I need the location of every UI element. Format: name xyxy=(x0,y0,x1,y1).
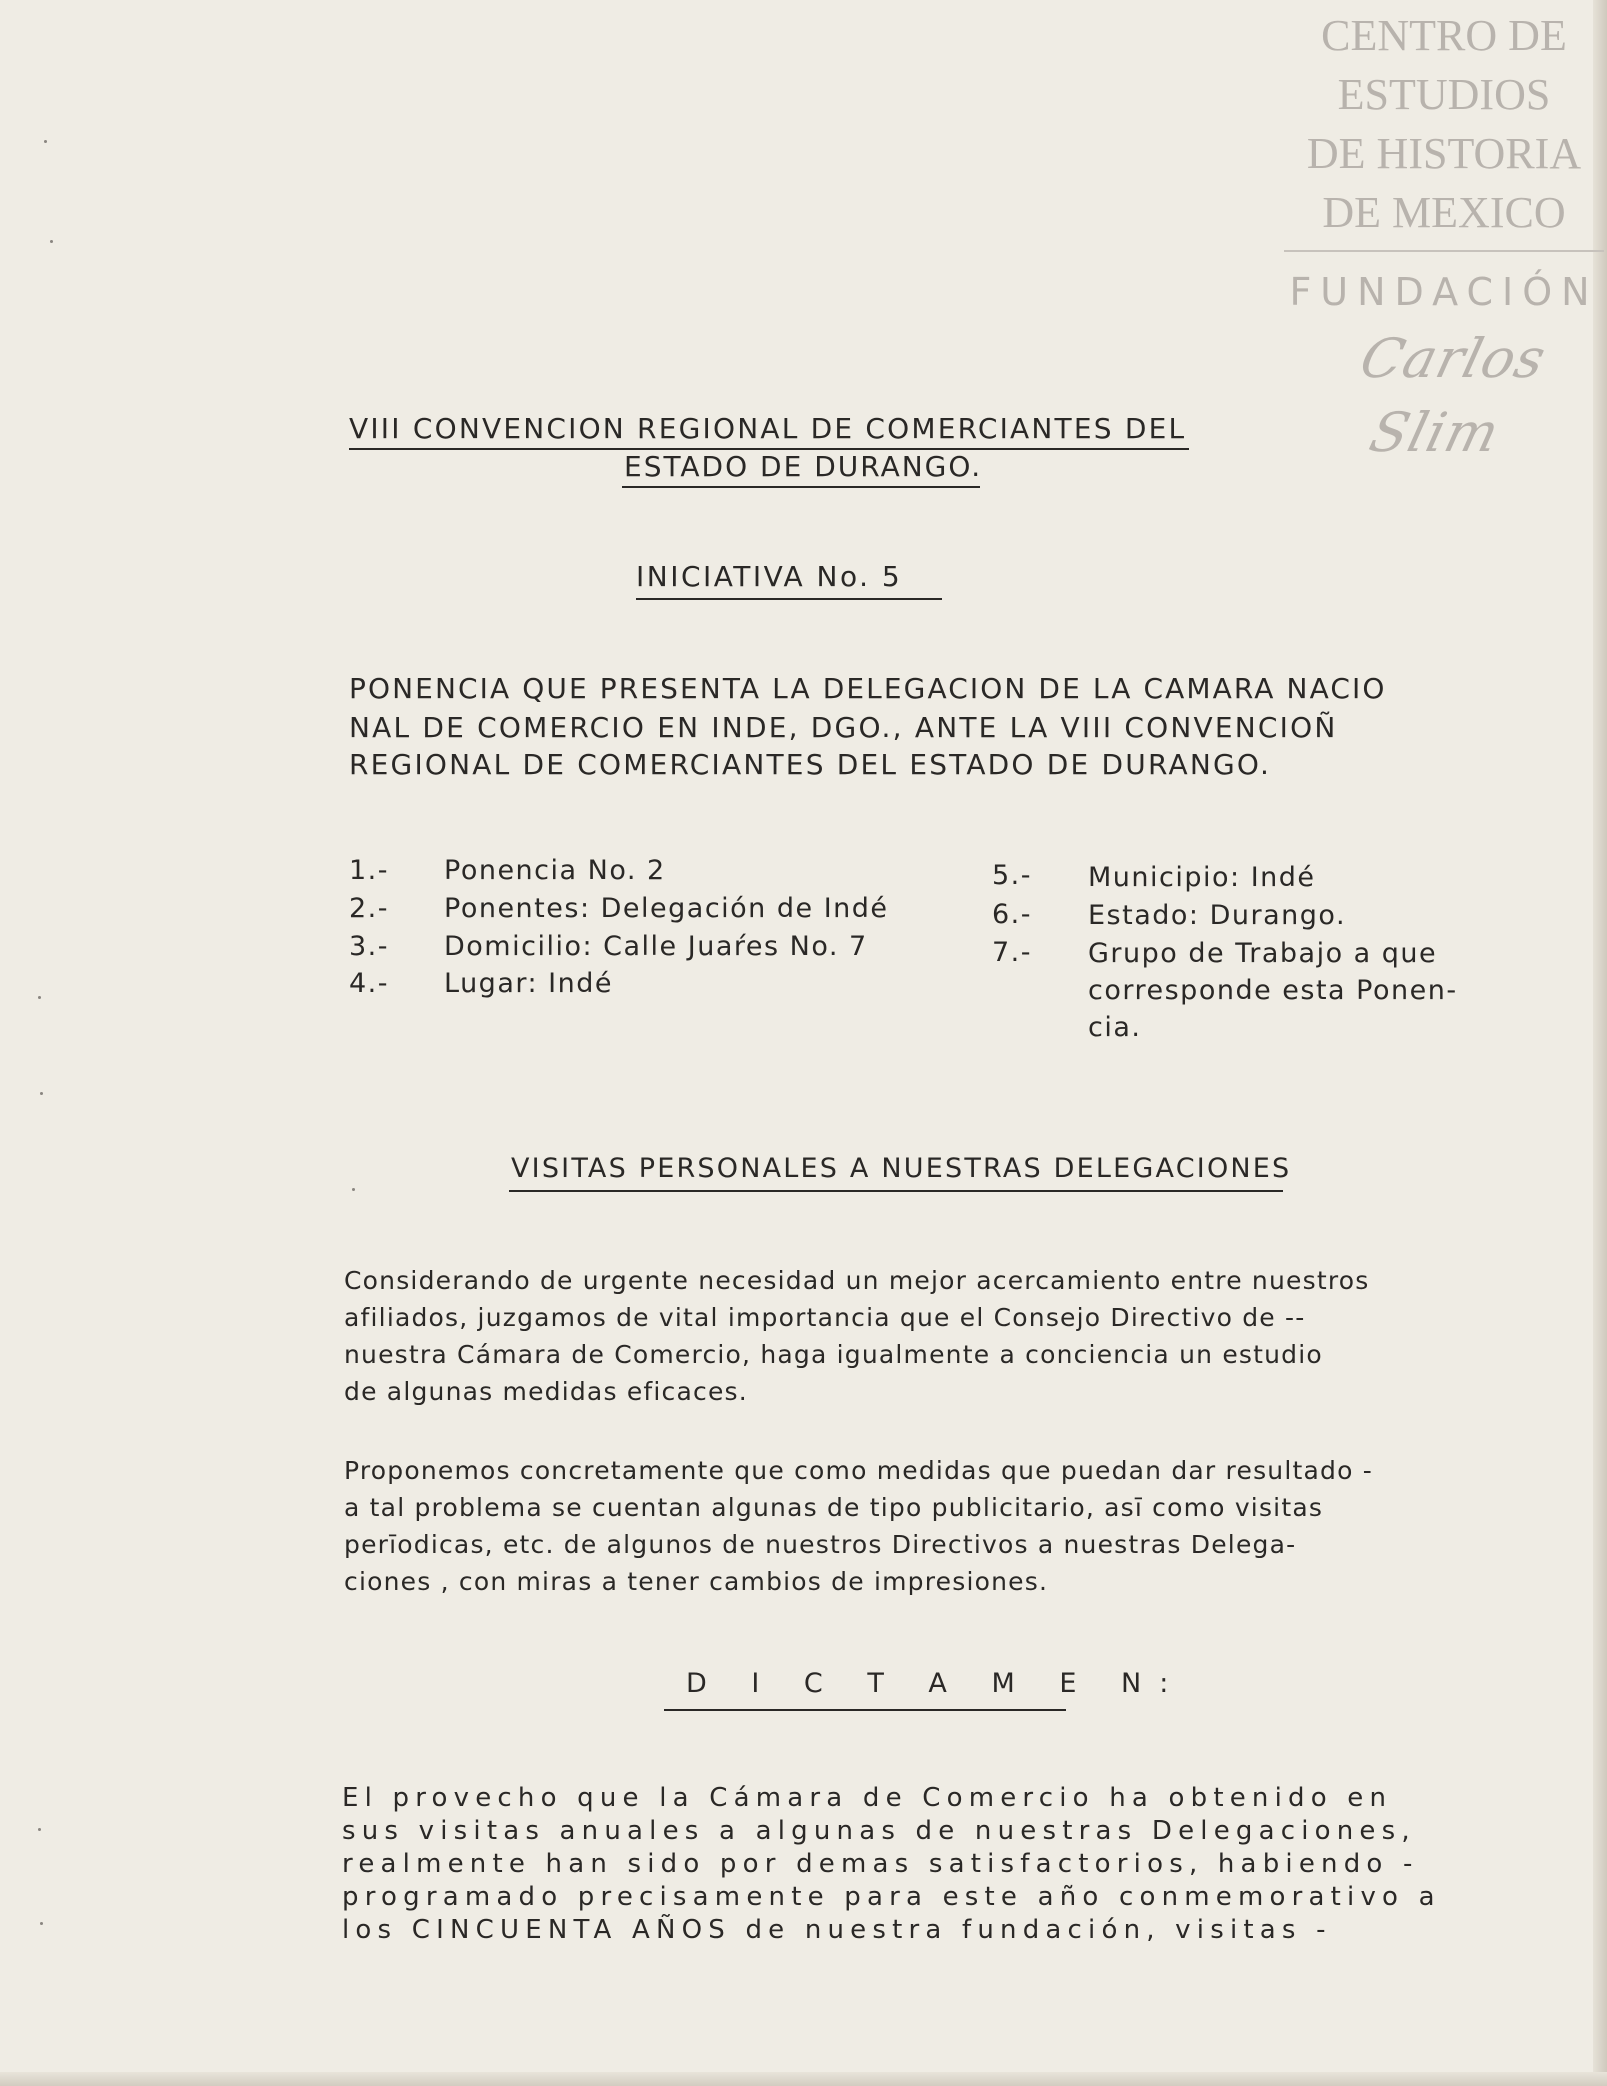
item-text: Estado: Durango. xyxy=(1088,900,1347,931)
intro-line: NAL DE COMERCIO EN INDE, DGO., ANTE LA VIII CONVENCIOÑ xyxy=(349,711,1338,744)
scan-speck xyxy=(38,1828,41,1831)
scan-speck xyxy=(352,1188,355,1191)
paragraph-line: nuestra Cámara de Comercio, haga igualmente a conciencia un estudio xyxy=(344,1340,1323,1369)
scan-speck xyxy=(38,996,41,999)
scan-bottom-shadow xyxy=(0,2072,1607,2086)
paragraph-line: realmente han sido por demas satisfactorios, habiendo - xyxy=(342,1849,1419,1879)
scan-speck xyxy=(44,140,47,143)
paragraph-2 xyxy=(344,1452,1373,1600)
item-number: 3.- xyxy=(349,931,390,962)
paragraph-line: perīodicas, etc. de algunos de nuestros Directivos a nuestras Delega- xyxy=(344,1530,1297,1559)
item-number: 5.- xyxy=(992,860,1033,891)
watermark-signature: Carlos Slim xyxy=(1354,327,1553,464)
item-text: corresponde esta Ponen- xyxy=(1088,975,1458,1006)
item-number: 7.- xyxy=(992,937,1033,968)
item-text: cia. xyxy=(1088,1012,1142,1043)
scan-speck xyxy=(40,1922,43,1925)
watermark-line: CENTRO DE xyxy=(1321,11,1567,60)
watermark-line: DE MEXICO xyxy=(1322,188,1566,237)
item-text: Domicilio: Calle Juaŕes No. 7 xyxy=(444,931,868,962)
watermark-divider xyxy=(1284,250,1604,252)
watermark-line: ESTUDIOS xyxy=(1337,70,1551,119)
paragraph-line: a tal problema se cuentan algunas de tipo publicitario, asī como visitas xyxy=(344,1493,1324,1522)
dictamen-paragraph xyxy=(342,1782,1441,1947)
dictamen-heading: D I C T A M E N: xyxy=(686,1668,1187,1699)
scan-speck xyxy=(50,240,53,243)
item-number: 2.- xyxy=(349,893,390,924)
item-number: 4.- xyxy=(349,968,390,999)
archive-watermark xyxy=(1284,6,1604,470)
paragraph-line: de algunas medidas eficaces. xyxy=(344,1377,748,1406)
item-number: 6.- xyxy=(992,899,1033,930)
paragraph-line: los CINCUENTA AÑOS de nuestra fundación, visitas - xyxy=(342,1915,1332,1945)
section-heading-underline xyxy=(509,1190,1283,1192)
paragraph-line: ciones , con miras a tener cambios de impresiones. xyxy=(344,1567,1049,1596)
initiative-underline xyxy=(636,598,942,600)
intro-line: REGIONAL DE COMERCIANTES DEL ESTADO DE DURANGO. xyxy=(349,748,1272,781)
initiative-number: INICIATIVA No. 5 xyxy=(636,560,903,593)
paragraph-1 xyxy=(344,1262,1369,1410)
item-text: Ponencia No. 2 xyxy=(444,855,666,886)
paragraph-line: sus visitas anuales a algunas de nuestras Delegaciones, xyxy=(342,1816,1416,1846)
title-underline-2 xyxy=(622,486,980,488)
paragraph-line: programado precisamente para este año conmemorativo a xyxy=(342,1882,1441,1912)
paragraph-line: Considerando de urgente necesidad un mejor acercamiento entre nuestros xyxy=(344,1266,1370,1295)
intro-line: PONENCIA QUE PRESENTA LA DELEGACION DE LA CAMARA NACIO xyxy=(349,672,1387,705)
watermark-foundation: FUNDACIÓN xyxy=(1289,270,1599,314)
document-title-line2: ESTADO DE DURANGO. xyxy=(624,450,983,483)
item-text: Lugar: Indé xyxy=(444,968,613,999)
scan-speck xyxy=(40,1092,43,1095)
item-number: 1.- xyxy=(349,855,390,886)
item-text: Ponentes: Delegación de Indé xyxy=(444,893,889,924)
item-text: Municipio: Indé xyxy=(1088,862,1316,893)
paragraph-line: El provecho que la Cámara de Comercio ha obtenido en xyxy=(342,1783,1393,1813)
dictamen-underline xyxy=(664,1709,1066,1711)
section-heading: VISITAS PERSONALES A NUESTRAS DELEGACIONES xyxy=(511,1153,1292,1184)
paragraph-line: afiliados, juzgamos de vital importancia que el Consejo Directivo de -- xyxy=(344,1303,1306,1332)
watermark-line: DE HISTORIA xyxy=(1306,129,1582,178)
paragraph-line: Proponemos concretamente que como medidas que puedan dar resultado - xyxy=(344,1456,1373,1485)
document-title-line1: VIII CONVENCION REGIONAL DE COMERCIANTES DEL xyxy=(349,412,1187,445)
item-text: Grupo de Trabajo a que xyxy=(1088,938,1438,969)
